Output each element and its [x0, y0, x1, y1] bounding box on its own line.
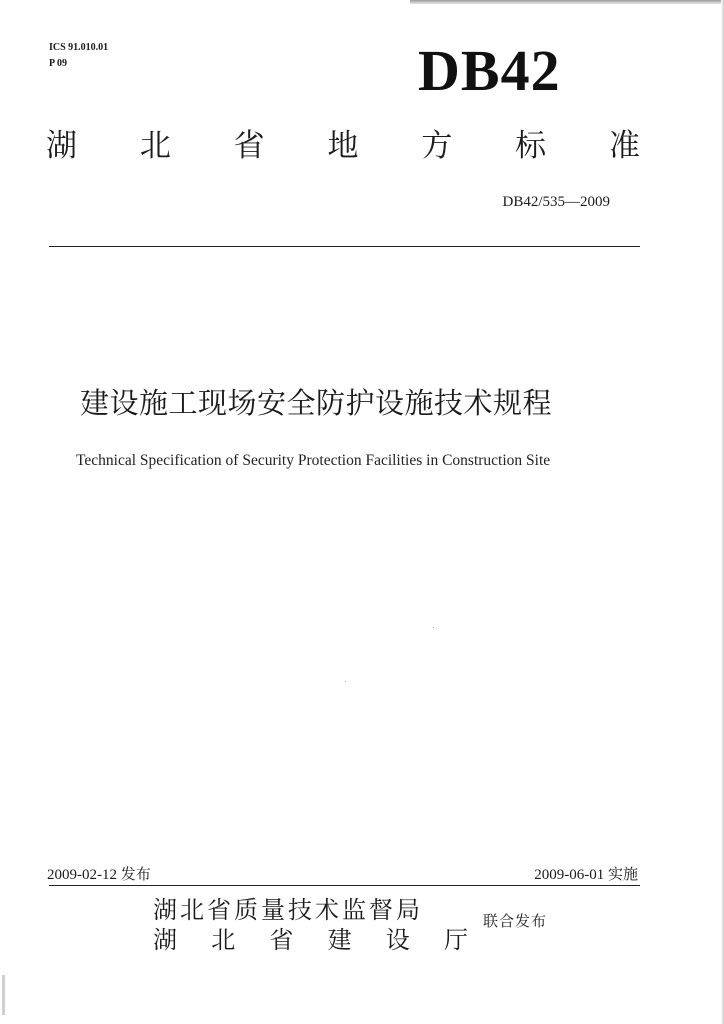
- ccs-code: P 09: [49, 58, 68, 69]
- standard-type-char: 省: [233, 128, 265, 164]
- title-english: Technical Specification of Security Protection Facilities in Construction Site: [76, 452, 551, 469]
- joint-issue-label: 联合发布: [483, 912, 548, 930]
- standard-prefix: DB42: [418, 38, 561, 103]
- top-divider: [49, 246, 640, 247]
- issuer-char: 省: [269, 926, 294, 954]
- standard-number: DB42/535—2009: [502, 194, 610, 210]
- issuer-char: 建: [327, 926, 352, 954]
- standard-type-char: 标: [515, 128, 547, 164]
- bottom-divider: [49, 885, 640, 886]
- issuer-char: 厅: [443, 926, 468, 954]
- scan-speck: [433, 627, 434, 628]
- standard-type-char: 准: [608, 128, 640, 164]
- title-chinese: 建设施工现场安全防护设施技术规程: [80, 386, 553, 420]
- issuer-char: 设: [385, 926, 410, 954]
- standard-type-char: 方: [421, 128, 453, 164]
- standard-type: [46, 126, 640, 166]
- standard-type-char: 北: [139, 128, 171, 164]
- issuer-quality-bureau: 湖北省质量技术监督局: [153, 896, 423, 924]
- issuer-char: 湖: [153, 926, 177, 954]
- scan-edge-left: [2, 975, 5, 1015]
- scan-edge-top: [410, 0, 724, 4]
- issuer-construction-dept: [153, 925, 468, 955]
- standard-type-char: 湖: [46, 128, 77, 164]
- classification-codes: [49, 40, 108, 72]
- standard-type-char: 地: [327, 128, 359, 164]
- ics-code: ICS 91.010.01: [49, 42, 109, 53]
- scan-speck: [345, 681, 346, 682]
- effective-date: 2009-06-01 实施: [534, 867, 638, 883]
- issuer-char: 北: [211, 926, 236, 954]
- issue-date: 2009-02-12 发布: [47, 867, 151, 883]
